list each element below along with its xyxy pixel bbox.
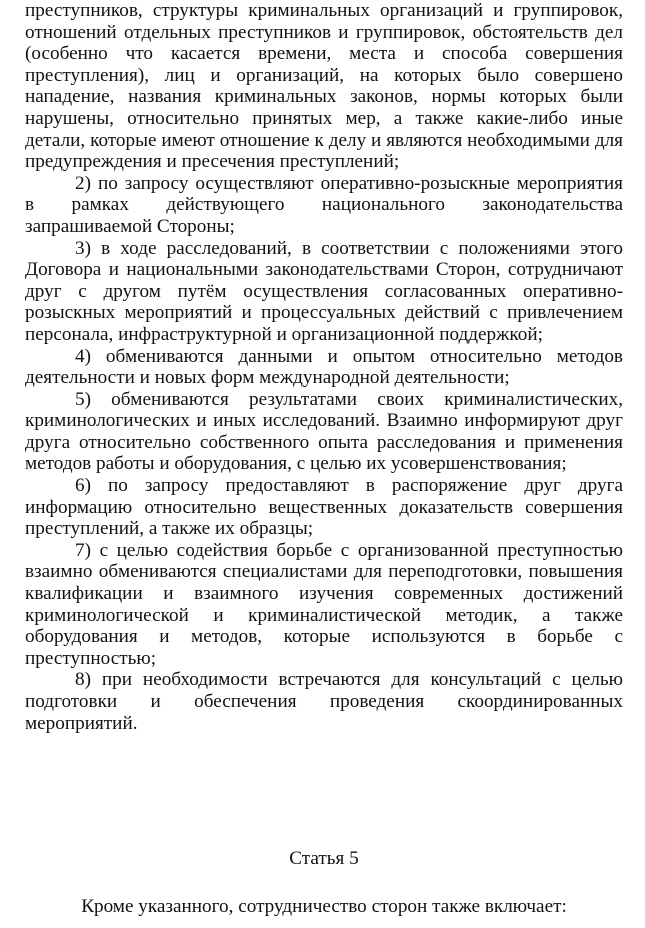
- paragraph-item-8: 8) при необходимости встречаются для консультаций с целью подготовки и обеспечения проведения скоординированных мероприятий.: [25, 669, 623, 734]
- paragraph-crime-information: преступников, структуры криминальных организаций и группировок, отношений отдельных преступников и группировок, обстоятельств дел (особенно что касается времени, места и способа совершения преступления), лиц и организаций, на которых было совершено нападение, названия криминальных законов, нормы которых были нарушены, относительно принятых мер, а также какие-либо иные детали, которые имеют отношение к делу и являются необходимыми для предупреждения и пресечения преступлений;: [25, 0, 623, 173]
- paragraph-item-7: 7) с целью содействия борьбе с организованной преступностью взаимно обмениваются специалистами для переподготовки, повышения квалификации и взаимного изучения современных достижений криминологической и криминалистической методик, а также оборудования и методов, которые используются в борьбе с преступностью;: [25, 539, 623, 669]
- paragraph-item-2: 2) по запросу осуществляют оперативно-розыскные мероприятия в рамках действующего национального законодательства запрашиваемой Стороны;: [25, 172, 623, 237]
- article-intro: Кроме указанного, сотрудничество сторон также включает:: [81, 896, 567, 917]
- article-heading: Статья 5: [289, 848, 359, 869]
- paragraph-item-5: 5) обмениваются результатами своих криминалистических, криминологических и иных исследований. Взаимно информируют друг друга относительно собственного опыта расследования и применения методов работы и оборудования, с целью их усовершенствования;: [25, 388, 623, 475]
- document-page: [25, 0, 623, 917]
- paragraph-item-4: 4) обмениваются данными и опытом относительно методов деятельности и новых форм международной деятельности;: [25, 345, 623, 389]
- paragraph-item-6: 6) по запросу предоставляют в распоряжение друг друга информацию относительно вещественных доказательств совершения преступлений, а также их образцы;: [25, 475, 623, 540]
- paragraph-item-3: 3) в ходе расследований, в соответствии с положениями этого Договора и национальными законодательствами Сторон, сотрудничают друг с другом путём осуществления согласованных оперативно-розыскных мероприятий и процессуальных действий с привлечением персонала, инфраструктурной и организационной поддержкой;: [25, 237, 623, 345]
